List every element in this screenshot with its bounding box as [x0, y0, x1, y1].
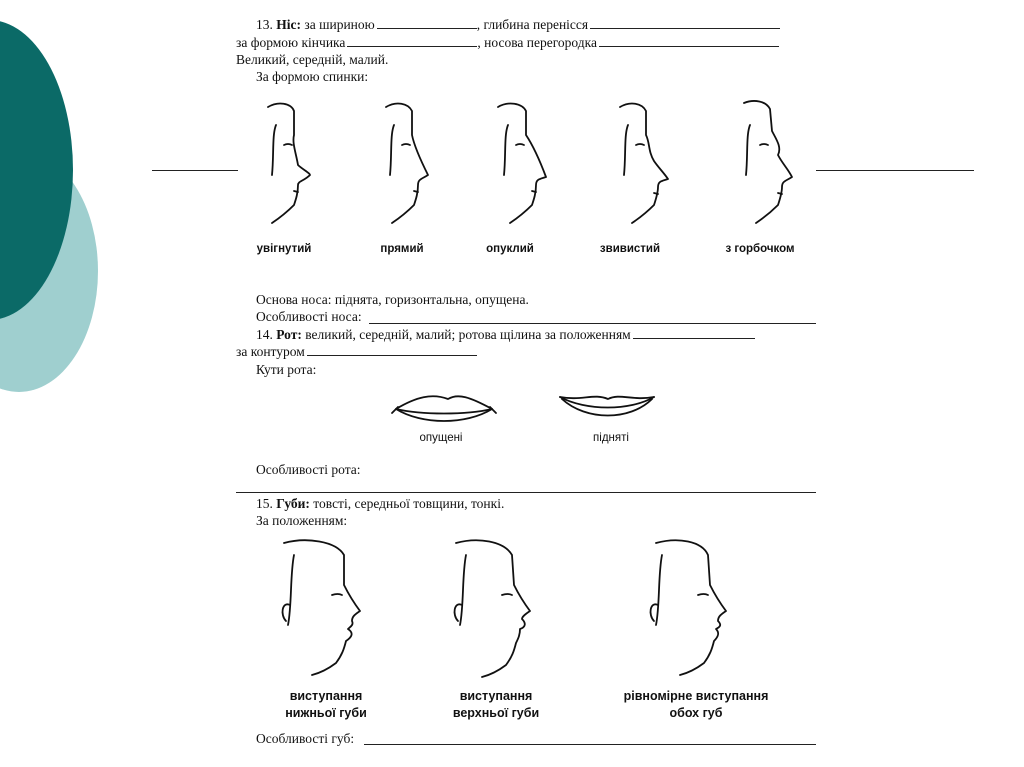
upper-lip-caption-line-1: виступання — [459, 689, 533, 703]
humped-nose-label: з горбочком — [725, 243, 795, 255]
nose-bridge-depth-field[interactable] — [590, 17, 780, 29]
nose-base-options: Основа носа: піднята, горизонтальна, опущена. — [256, 292, 529, 307]
nose-profiles-illustration — [236, 95, 816, 235]
upper-lip-protrusion-face-icon — [455, 540, 530, 677]
convex-nose-label: опуклий — [486, 243, 534, 255]
lips-corners-up-icon — [560, 397, 654, 416]
nose-tip-shape-field[interactable] — [347, 35, 477, 47]
even-lips-caption-line-1: рівномірне виступання — [623, 689, 769, 703]
mouth-line-1: 14. Рот: великий, середній, малий; ротова щілина за положенням — [256, 327, 755, 342]
mouth-corners-label: Кути рота: — [256, 362, 317, 377]
nose-features-label: Особливості носа: — [256, 309, 362, 324]
nose-back-shape-label: За формою спинки: — [256, 69, 369, 84]
even-lips-protrusion-face-icon — [651, 540, 726, 675]
lips-features-field[interactable] — [364, 744, 816, 745]
nose-line-1: 13. Ніс: за шириною , глибина перенісся — [256, 17, 780, 32]
wavy-nose-label: звивистий — [599, 243, 661, 255]
lips-line-1: 15. Губи: товсті, середньої товщини, тонкі. — [256, 496, 505, 511]
mouth-features-field[interactable] — [236, 492, 816, 493]
nose-size-options: Великий, середній, малий. — [236, 52, 389, 67]
lower-lip-caption-line-1: виступання — [289, 689, 363, 703]
mouth-corners-illustration — [386, 385, 666, 430]
upper-lip-caption-line-2: верхньої губи — [452, 706, 540, 720]
mouth-contour-field[interactable] — [307, 344, 477, 356]
nose-features-field[interactable] — [369, 323, 816, 324]
nose-width-field[interactable] — [377, 17, 477, 29]
convex-nose-profile-icon — [498, 104, 546, 223]
humped-nose-profile-icon — [744, 101, 792, 223]
lips-profiles-illustration — [236, 535, 816, 680]
even-lips-caption — [586, 688, 806, 722]
straight-nose-label: прямий — [380, 243, 424, 255]
upper-lip-caption — [416, 688, 576, 722]
lips-features-label: Особливості губ: — [256, 731, 355, 746]
wavy-nose-profile-icon — [620, 104, 668, 223]
even-lips-caption-line-2: обох губ — [669, 706, 723, 720]
nasal-septum-field[interactable] — [599, 35, 779, 47]
left-rule — [152, 170, 238, 171]
mouth-slit-position-field[interactable] — [633, 327, 755, 339]
concave-nose-label: увігнутий — [256, 243, 312, 255]
nose-line-2: за формою кінчика , носова перегородка — [236, 35, 779, 50]
lips-corners-down-icon — [392, 396, 496, 421]
lower-lip-protrusion-face-icon — [283, 540, 360, 675]
mouth-features-label: Особливості рота: — [256, 462, 361, 477]
lips-position-label: За положенням: — [256, 513, 348, 528]
lower-lip-caption — [246, 688, 406, 722]
straight-nose-profile-icon — [386, 104, 428, 223]
document-page — [236, 0, 816, 767]
corners-up-label: підняті — [593, 432, 629, 444]
corners-down-label: опущені — [419, 432, 463, 444]
concave-nose-profile-icon — [268, 104, 310, 223]
lower-lip-caption-line-2: нижньої губи — [285, 706, 367, 720]
mouth-line-2: за контуром — [236, 344, 477, 359]
right-rule — [816, 170, 974, 171]
